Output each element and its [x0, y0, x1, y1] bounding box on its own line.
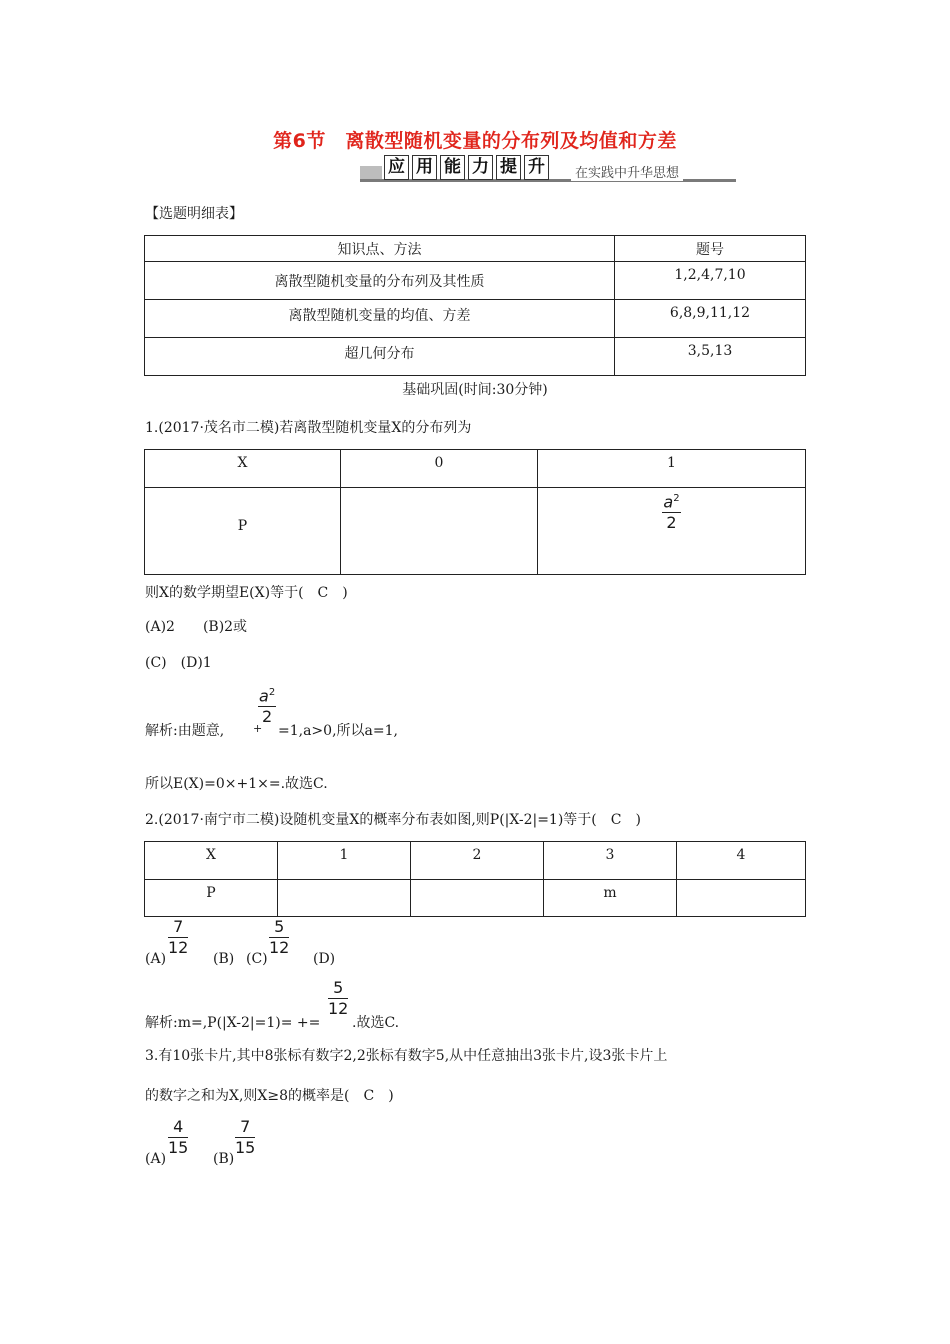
q1-cell-empty [341, 488, 538, 575]
q2-option-a: $\frac{7}{12}$ [168, 917, 189, 957]
section-label: 基础巩固(时间:30分钟) [402, 382, 548, 398]
q3-option-b: $\frac{7}{15}$ [235, 1117, 256, 1157]
q1-question: 则X的数学期望E(X)等于( C ) [145, 585, 348, 601]
q3-stem-line1: 3.有10张卡片,其中8张标有数字2,2张标有数字5,从中任意抽出3张卡片,设3张卡片上 [145, 1048, 668, 1064]
banner-char: 升 [524, 155, 549, 180]
q2-distribution-table [144, 841, 806, 917]
q2-cell [677, 880, 806, 917]
q3-option-a: $\frac{4}{15}$ [168, 1117, 189, 1157]
q2-option-c: $\frac{5}{12}$ [269, 917, 290, 957]
banner-char: 提 [496, 155, 521, 180]
q2-analysis: 解析:m=,P(|X-2|=1)= += [145, 1015, 321, 1031]
q1-cell: P [145, 488, 341, 575]
banner-subtitle: 在实践中升华思想 [571, 162, 683, 181]
detail-header-topic: 知识点、方法 [145, 236, 615, 262]
q2-option-d-label: (D) [313, 951, 336, 967]
banner-char: 能 [440, 155, 465, 180]
detail-cell-topic: 离散型随机变量的均值、方差 [145, 300, 615, 338]
q1-options-cd: (C) (D)1 [145, 655, 212, 671]
q2-cell: 2 [411, 842, 544, 880]
q1-analysis-prefix: 解析:由题意, [145, 723, 225, 739]
q2-option-b-label: (B) [213, 951, 235, 967]
q2-option-a-label: (A) [145, 951, 167, 967]
q2-cell: 3 [544, 842, 677, 880]
detail-cell-topic: 离散型随机变量的分布列及其性质 [145, 262, 615, 300]
q3-option-a-label: (A) [145, 1151, 167, 1167]
q3-option-b-label: (B) [213, 1151, 235, 1167]
q2-analysis-end: .故选C. [352, 1015, 400, 1031]
detail-cell-numbers: 6,8,9,11,12 [615, 300, 806, 338]
detail-cell-numbers: 1,2,4,7,10 [615, 262, 806, 300]
q1-stem: 1.(2017·茂名市二模)若离散型随机变量X的分布列为 [145, 420, 472, 436]
q1-cell-fraction [538, 488, 806, 575]
q1-cell: X [145, 450, 341, 488]
q1-analysis-fraction: $\frac{a^2}{2}$ [258, 684, 276, 726]
banner-char: 应 [384, 155, 409, 180]
detail-header-numbers: 题号 [615, 236, 806, 262]
q1-conclusion: 所以E(X)=0×+1×=.故选C. [145, 776, 328, 792]
q2-stem: 2.(2017·南宁市二模)设随机变量X的概率分布表如图,则P(|X-2|=1)等于( C ) [145, 812, 641, 828]
banner-char: 力 [468, 155, 493, 180]
detail-cell-topic: 超几何分布 [145, 338, 615, 376]
q2-cell: X [145, 842, 278, 880]
q1-cell: 0 [341, 450, 538, 488]
detail-table-caption: 【选题明细表】 [145, 206, 243, 222]
q1-options-ab: (A)2 (B)2或 [145, 619, 248, 635]
q2-cell: P [145, 880, 278, 917]
q1-analysis-fraction-wrap [258, 684, 276, 726]
banner-accent [360, 166, 382, 179]
q2-cell: 4 [677, 842, 806, 880]
q2-cell: 1 [278, 842, 411, 880]
banner-char: 用 [412, 155, 437, 180]
q1-cell: 1 [538, 450, 806, 488]
page-title: 第6节 离散型随机变量的分布列及均值和方差 [273, 130, 677, 152]
q2-cell [411, 880, 544, 917]
detail-table [144, 235, 806, 376]
q2-cell [278, 880, 411, 917]
q1-analysis-suffix: =1,a>0,所以a=1, [278, 723, 398, 739]
q2-cell: m [544, 880, 677, 917]
detail-cell-numbers: 3,5,13 [615, 338, 806, 376]
q1-distribution-table [144, 449, 806, 575]
q1-prob-fraction: $\frac{a^2}{2}$ [662, 490, 680, 532]
q1-analysis-plus: + [253, 722, 263, 735]
q2-option-c-label: (C) [246, 951, 268, 967]
q2-analysis-fraction: $\frac{5}{12}$ [328, 978, 349, 1018]
q3-stem-line2: 的数字之和为X,则X≥8的概率是( C ) [145, 1088, 394, 1104]
